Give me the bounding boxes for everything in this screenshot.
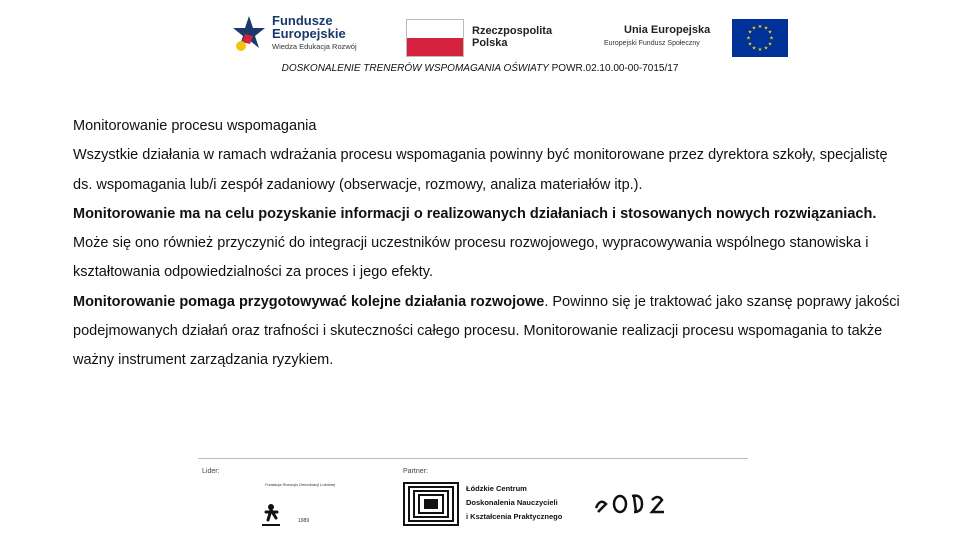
svg-text:★: ★ bbox=[767, 41, 773, 48]
svg-text:★: ★ bbox=[763, 25, 769, 32]
project-line bbox=[0, 63, 960, 74]
lider-label: Lider: bbox=[202, 468, 220, 475]
footer-divider bbox=[198, 458, 748, 459]
partner-label: Partner: bbox=[403, 468, 428, 475]
svg-text:★: ★ bbox=[757, 47, 763, 53]
ue-subtitle: Europejski Fundusz Społeczny bbox=[604, 40, 700, 47]
svg-text:★: ★ bbox=[747, 41, 753, 48]
paragraph-2-bold: Monitorowanie ma na celu pozyskanie informacji o realizowanych działaniach i stosowanych nowych rozwiązaniach. bbox=[73, 205, 877, 222]
main-content bbox=[73, 112, 903, 376]
svg-text:★: ★ bbox=[751, 25, 757, 32]
lider-year: 1989 bbox=[298, 518, 310, 524]
fe-title-line1: Fundusze bbox=[272, 13, 333, 28]
project-name: DOSKONALENIE TRENERÓW WSPOMAGANIA OŚWIATY bbox=[281, 63, 549, 74]
ue-title: Unia Europejska bbox=[624, 24, 711, 36]
svg-text:★: ★ bbox=[746, 35, 751, 42]
paragraph-2 bbox=[73, 200, 903, 288]
partner-name bbox=[466, 482, 562, 524]
svg-text:★: ★ bbox=[751, 45, 757, 52]
partner-line3: i Kształcenia Praktycznego bbox=[466, 512, 563, 521]
rp-line2: Polska bbox=[472, 37, 508, 49]
svg-text:★: ★ bbox=[757, 24, 763, 30]
paragraph-3-rest: . Powinno się je traktować jako szansę poprawy jakości podejmowanych działań oraz trafności i skuteczności całego procesu. Monitorowanie realizacji procesu wspomagania to także ważny instrument zarządzania ryzykiem. bbox=[73, 293, 900, 369]
partner-line1: Łódzkie Centrum bbox=[466, 484, 527, 493]
partner-line2: Doskonalenia Nauczycieli bbox=[466, 498, 558, 507]
logo-bar bbox=[232, 12, 792, 60]
project-code: POWR.02.10.00-00-7015/17 bbox=[548, 63, 679, 74]
paragraph-3 bbox=[73, 288, 903, 376]
paragraph-3-bold: Monitorowanie pomaga przygotowywać kolejne działania rozwojowe bbox=[73, 293, 545, 310]
partner-logo-icon bbox=[403, 482, 459, 526]
lider-logo-icon bbox=[258, 482, 328, 528]
svg-text:★: ★ bbox=[763, 45, 769, 52]
lider-caption: Fundacja Rozwoju Demokracji Lokalnej bbox=[265, 482, 336, 487]
fe-logo-title bbox=[272, 14, 346, 40]
svg-text:★: ★ bbox=[767, 29, 773, 36]
svg-text:★: ★ bbox=[769, 35, 774, 42]
paragraph-1: Wszystkie działania w ramach wdrażania procesu wspomagania powinny być monitorowane przez dyrektora szkoły, specjalistę ds. wspomagania lub/i zespół zadaniowy (obserwacje, rozmowy, analiza materiałów itp.). bbox=[73, 147, 888, 193]
rp-logo-text bbox=[472, 25, 552, 49]
section-heading: Monitorowanie procesu wspomagania bbox=[73, 118, 317, 134]
paragraph-2-rest: Może się ono również przyczynić do integracji uczestników procesu rozwojowego, wypracowywania wspólnego stanowiska i kształtowania odpowiedzialności za proces i jego efekty. bbox=[73, 235, 869, 281]
poland-flag bbox=[406, 19, 464, 57]
rp-line1: Rzeczpospolita bbox=[472, 25, 553, 37]
lodz-logo-icon bbox=[592, 488, 672, 516]
eu-flag-icon bbox=[732, 19, 788, 57]
fe-logo-sub: Wiedza Edukacja Rozwój bbox=[272, 42, 357, 51]
fundusze-europejskie-logo bbox=[232, 12, 382, 60]
svg-text:★: ★ bbox=[747, 29, 753, 36]
fe-title-line2: Europejskie bbox=[272, 26, 346, 41]
fe-star-icon bbox=[232, 14, 266, 58]
